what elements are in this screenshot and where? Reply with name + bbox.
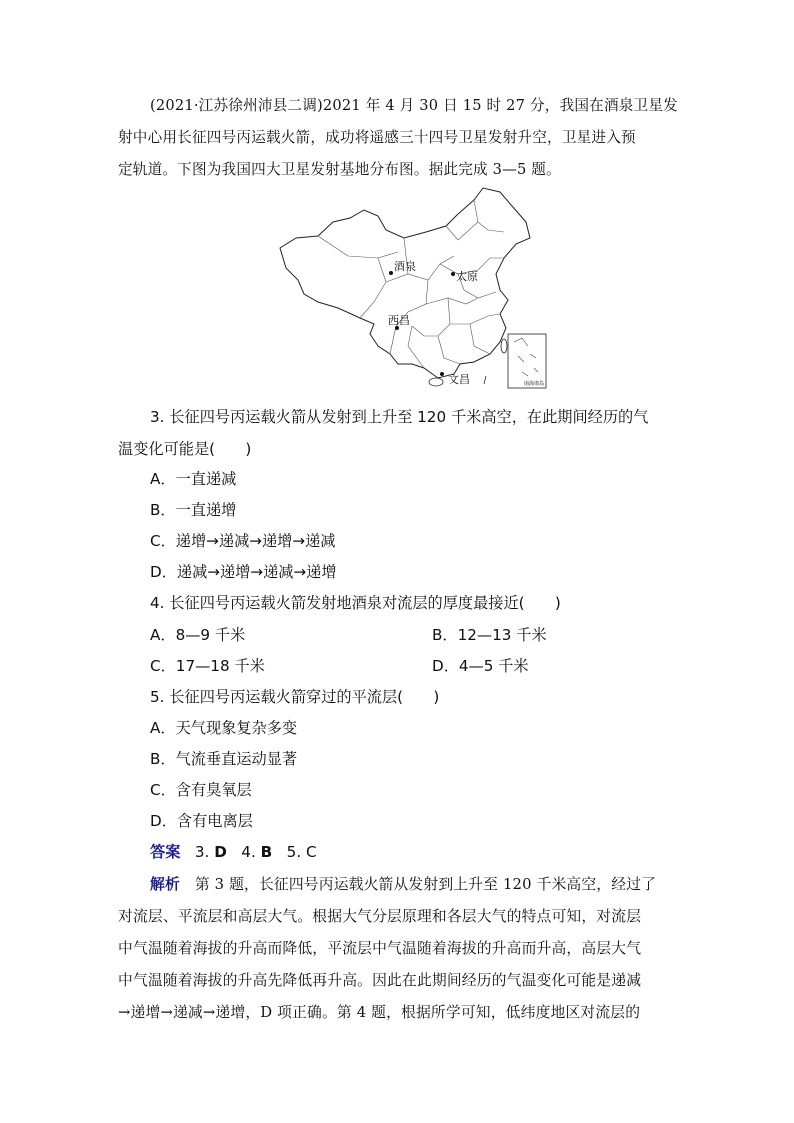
- q4-option-d: D．4—5 千米: [432, 657, 529, 675]
- china-launch-sites-map: [278, 186, 550, 391]
- answer-4-number: 4.: [241, 843, 256, 861]
- china-outline: [280, 188, 530, 378]
- q3-option-d: D．递减→递增→递减→递增: [150, 563, 337, 581]
- q5-option-b: B．气流垂直运动显著: [150, 750, 298, 768]
- explanation-line-3: 中气温随着海拔的升高而降低，平流层中气温随着海拔的升高而升高，高层大气: [118, 940, 642, 957]
- taiyuan-dot: [451, 272, 455, 276]
- answer-line: [150, 841, 317, 862]
- inset-label: 南海诸岛: [524, 381, 545, 387]
- answer-5-value: C: [306, 843, 317, 861]
- explanation-line-2: 对流层、平流层和高层大气。根据大气分层原理和各层大气的特点可知，对流层: [118, 908, 642, 925]
- q4-option-b: B．12—13 千米: [432, 626, 547, 644]
- q5-option-a: A．天气现象复杂多变: [150, 719, 298, 737]
- taiwan-island: [501, 339, 507, 353]
- answer-3-number: 3.: [194, 843, 210, 861]
- answer-label: 答案: [150, 843, 181, 861]
- answer-4-value: B: [260, 843, 273, 861]
- q3-stem-line-1: 3. 长征四号丙运载火箭从发射到上升至 120 千米高空，在此期间经历的气: [150, 408, 649, 426]
- q5-option-c: C．含有臭氧层: [150, 781, 252, 799]
- hainan-island: [429, 378, 443, 386]
- south-china-sea-inset: [508, 334, 546, 388]
- intro-line-2: 射中心用长征四号丙运载火箭，成功将遥感三十四号卫星发射升空，卫星进入预: [118, 129, 636, 146]
- explanation-line-1: [150, 873, 656, 894]
- explanation-line-4: 中气温随着海拔的升高先降低再升高。因此在此期间经历的气温变化可能是递减: [118, 972, 642, 989]
- explanation-text-1: 第 3 题，长征四号丙运载火箭从发射到上升至 120 千米高空，经过了: [179, 876, 657, 893]
- province-borders: [318, 200, 504, 368]
- q4-stem: 4. 长征四号丙运载火箭发射地酒泉对流层的厚度最接近( ): [150, 594, 561, 612]
- intro-line-3: 定轨道。下图为我国四大卫星发射基地分布图。据此完成 3—5 题。: [118, 161, 561, 178]
- intro-line-1: (2021·江苏徐州沛县二调)2021 年 4 月 30 日 15 时 27 分，我国在酒泉卫星发: [150, 97, 678, 114]
- q3-stem-line-2: 温变化可能是( ): [118, 440, 252, 458]
- explanation-line-5: →递增→递减→递增，D 项正确。第 4 题，根据所学可知，低纬度地区对流层的: [118, 1004, 641, 1021]
- q5-stem: 5. 长征四号丙运载火箭穿过的平流层( ): [150, 688, 440, 706]
- q4-option-c: C．17—18 千米: [150, 657, 265, 675]
- taiyuan-label: 太原: [456, 270, 478, 283]
- jiuquan-label: 酒泉: [394, 260, 416, 273]
- q3-option-b: B．一直递增: [150, 501, 237, 519]
- xichang-label: 西昌: [388, 314, 410, 327]
- answer-5-number: 5.: [286, 843, 302, 861]
- explanation-label: 解析: [150, 876, 180, 893]
- q4-option-a: A．8—9 千米: [150, 626, 246, 644]
- jiuquan-dot: [389, 271, 393, 275]
- q3-option-a: A．一直递减: [150, 470, 237, 488]
- wenchang-dot: [440, 372, 444, 376]
- answer-3-value: D: [214, 843, 227, 861]
- q5-option-d: D．含有电离层: [150, 812, 253, 830]
- wenchang-label: 文昌: [448, 373, 470, 386]
- q3-option-c: C．递增→递减→递增→递减: [150, 532, 336, 550]
